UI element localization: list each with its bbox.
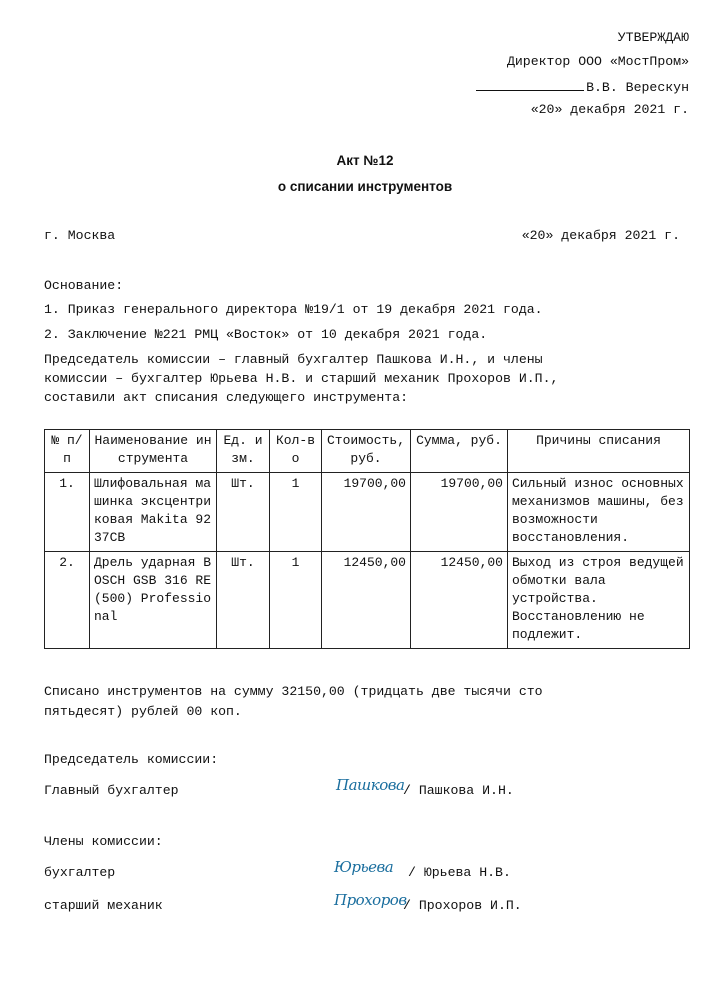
intro-line: составили акт списания следующего инструмента: bbox=[44, 390, 409, 405]
basis-heading: Основание: bbox=[44, 278, 124, 293]
cell-price: 19700,00 bbox=[322, 473, 411, 552]
total-line: Списано инструментов на сумму 32150,00 (тридцать две тысячи сто bbox=[44, 684, 543, 699]
member-name: / Юрьева Н.В. bbox=[408, 865, 511, 880]
cell-num: 2. bbox=[45, 552, 90, 649]
intro-line: Председатель комиссии – главный бухгалтер Пашкова И.Н., и члены bbox=[44, 352, 543, 367]
member-position: бухгалтер bbox=[44, 865, 116, 880]
cell-price: 12450,00 bbox=[322, 552, 411, 649]
header-num: № п/п bbox=[45, 430, 90, 473]
approval-position: Директор ООО «МостПром» bbox=[506, 54, 689, 69]
signature-underline bbox=[476, 77, 584, 91]
basis-item: 1. Приказ генерального директора №19/1 от 19 декабря 2021 года. bbox=[44, 302, 543, 317]
cell-unit: Шт. bbox=[217, 473, 270, 552]
header-qty: Кол-во bbox=[270, 430, 322, 473]
table-header-row bbox=[45, 430, 690, 473]
chairman-heading: Председатель комиссии: bbox=[44, 752, 219, 767]
cell-reason: Выход из строя ведущей обмотки вала устройства. Восстановлению не подлежит. bbox=[508, 552, 690, 649]
document-title: Акт №12 bbox=[336, 153, 394, 168]
header-price: Стоимость, руб. bbox=[322, 430, 411, 473]
header-sum: Сумма, руб. bbox=[411, 430, 508, 473]
cell-sum: 19700,00 bbox=[411, 473, 508, 552]
header-name: Наименование инструмента bbox=[90, 430, 217, 473]
document-city: г. Москва bbox=[44, 228, 116, 243]
header-unit: Ед. изм. bbox=[217, 430, 270, 473]
document-subtitle: о списании инструментов bbox=[277, 179, 453, 194]
cell-sum: 12450,00 bbox=[411, 552, 508, 649]
cell-reason: Сильный износ основных механизмов машины, без возможности восстановления. bbox=[508, 473, 690, 552]
instruments-table bbox=[44, 429, 690, 649]
approval-signature-line bbox=[476, 77, 689, 97]
total-line: пятьдесят) рублей 00 коп. bbox=[44, 704, 242, 719]
chairman-position: Главный бухгалтер bbox=[44, 783, 179, 798]
chairman-signature: Пашкова bbox=[336, 776, 405, 794]
cell-name: Дрель ударная BOSCH GSB 316 RE (500) Professional bbox=[90, 552, 217, 649]
cell-qty: 1 bbox=[270, 552, 322, 649]
member-position: старший механик bbox=[44, 898, 163, 913]
intro-line: комиссии – бухгалтер Юрьева Н.В. и старший механик Прохоров И.П., bbox=[44, 371, 559, 386]
cell-num: 1. bbox=[45, 473, 90, 552]
members-heading: Члены комиссии: bbox=[44, 834, 163, 849]
cell-name: Шлифовальная машинка эксцентриковая Makita 9237CB bbox=[90, 473, 217, 552]
member-name: / Прохоров И.П. bbox=[403, 898, 522, 913]
cell-qty: 1 bbox=[270, 473, 322, 552]
approver-name: В.В. Верескун bbox=[586, 80, 689, 95]
cell-unit: Шт. bbox=[217, 552, 270, 649]
basis-item: 2. Заключение №221 РМЦ «Восток» от 10 декабря 2021 года. bbox=[44, 327, 488, 342]
chairman-name: / Пашкова И.Н. bbox=[403, 783, 514, 798]
approval-date: «20» декабря 2021 г. bbox=[530, 102, 689, 117]
member-signature: Юрьева bbox=[334, 858, 394, 876]
approval-title: УТВЕРЖДАЮ bbox=[617, 30, 689, 45]
document-date: «20» декабря 2021 г. bbox=[521, 228, 680, 243]
header-reason: Причины списания bbox=[508, 430, 690, 473]
member-signature: Прохоров bbox=[334, 891, 407, 909]
table-row bbox=[45, 473, 690, 552]
table-row bbox=[45, 552, 690, 649]
